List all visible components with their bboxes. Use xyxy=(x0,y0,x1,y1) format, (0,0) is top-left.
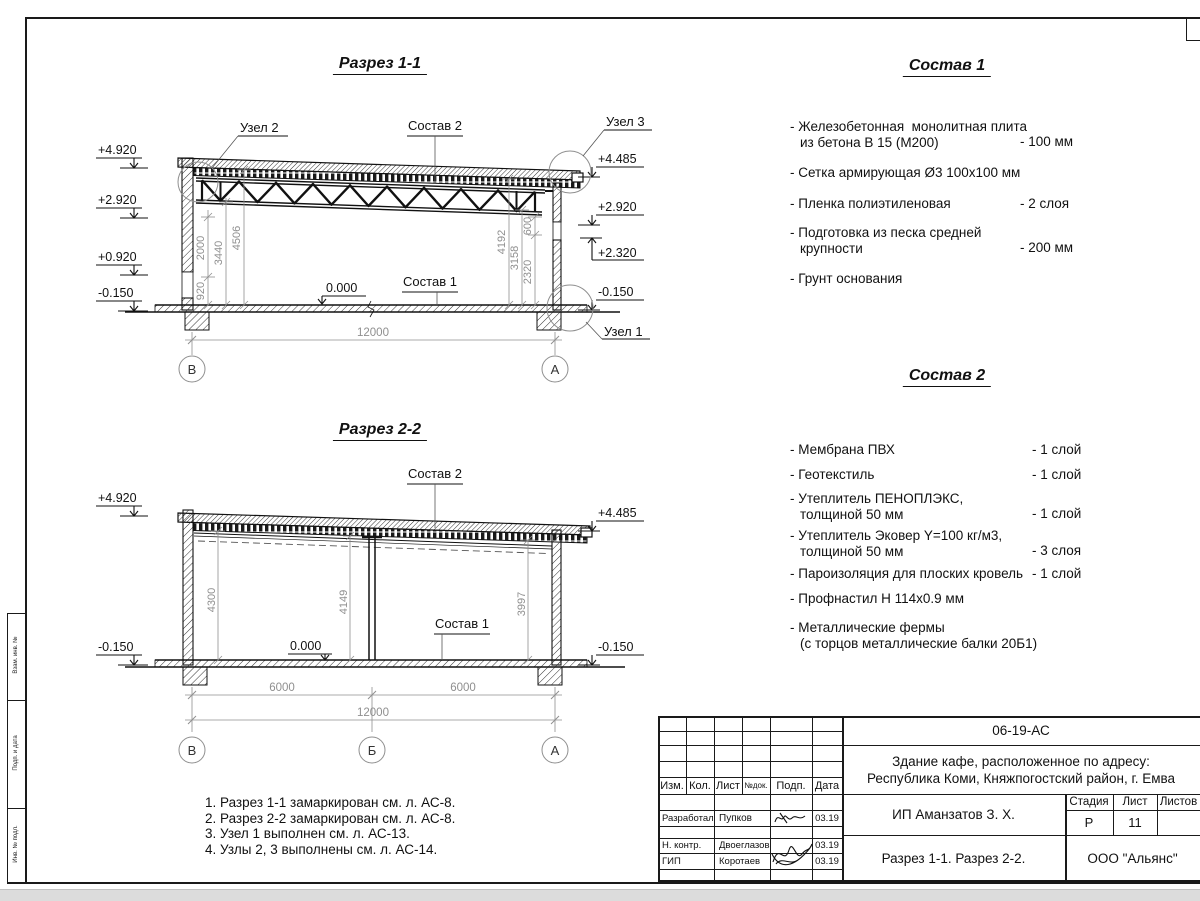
floor-slab xyxy=(125,660,625,667)
dim-4149: 4149 xyxy=(338,589,350,615)
row1-name: Пупков xyxy=(719,812,752,824)
dim-3158: 3158 xyxy=(509,245,521,271)
dim-6000-right: 6000 xyxy=(450,682,476,694)
elev-4485-right: +4.485 xyxy=(598,152,637,166)
signature-2 xyxy=(768,836,814,870)
row2-name: Двоеглазов xyxy=(719,840,770,851)
section1-drawing xyxy=(90,110,660,400)
item-value: - 100 мм xyxy=(1020,134,1074,149)
elev-2320-right: +2.320 xyxy=(598,246,637,260)
sheet-number: 11 xyxy=(1128,815,1142,830)
row1-date: 03.19 xyxy=(815,812,839,824)
elev-4920-left: +4.920 xyxy=(98,143,137,157)
elev-minus0150-right: -0.150 xyxy=(598,640,634,654)
col-header-doc: №док. xyxy=(744,781,768,790)
sheets-header: Листов xyxy=(1159,796,1198,808)
item-value: - 3 слоя xyxy=(1032,543,1082,558)
sheet-header: Лист xyxy=(1122,796,1148,808)
list-item xyxy=(790,467,1110,483)
dim-12000: 12000 xyxy=(357,327,389,339)
section2-title: Разрез 2-2 xyxy=(333,421,427,441)
section1-bottom-dim xyxy=(179,327,568,382)
object-line2: Республика Коми, Княжпогостский район, г. Емва xyxy=(866,770,1176,786)
item-text: толщиной 50 мм xyxy=(800,543,904,559)
composition2-callout: Состав 2 xyxy=(408,118,462,133)
axis-letter-B: В xyxy=(187,743,197,758)
item-text: - Железобетонная монолитная плита xyxy=(790,119,1028,134)
composition1-title: Состав 1 xyxy=(903,57,991,77)
elev-4485-right: +4.485 xyxy=(598,506,637,520)
object-description xyxy=(842,745,1200,794)
section1-elevation-texts-right xyxy=(598,152,637,299)
elev-2920-right: +2.920 xyxy=(598,200,637,214)
list-item xyxy=(790,119,1110,150)
col-header-podp: Подп. xyxy=(776,779,806,792)
dim-920: 920 xyxy=(195,281,207,301)
list-item xyxy=(790,491,1110,522)
item-text: - Мембрана ПВХ xyxy=(790,442,895,457)
zero-level-text: 0.000 xyxy=(326,281,358,295)
dim-12000: 12000 xyxy=(357,707,389,719)
frame-top xyxy=(25,17,1200,19)
section2-zero-mark xyxy=(288,639,332,660)
item-text: - Металлические фермы xyxy=(790,620,945,635)
item-text: - Утеплитель ПЕНОПЛЭКС, xyxy=(790,491,964,506)
foundation-right xyxy=(538,667,562,685)
dim-4506: 4506 xyxy=(231,225,243,251)
stage-header: Стадия xyxy=(1069,796,1109,808)
item-text: - Подготовка из песка средней xyxy=(790,225,982,240)
frame-bottom xyxy=(7,882,1200,884)
list-item xyxy=(790,442,1110,458)
side-stamp-label-1: Взам. инв. № xyxy=(13,636,19,674)
col-header-izm: Изм. xyxy=(660,779,684,792)
side-stamp-label-2: Подп. и дата xyxy=(13,735,19,771)
item-text: - Геотекстиль xyxy=(790,467,875,482)
section2-dim-labels xyxy=(206,588,528,616)
section1-title: Разрез 1-1 xyxy=(333,55,427,75)
detail-label-1: Узел 1 xyxy=(604,324,643,339)
middle-column xyxy=(362,537,382,660)
elev-minus0150-left: -0.150 xyxy=(98,640,134,654)
item-text: - Грунт основания xyxy=(790,271,903,286)
col-header-list: Лист xyxy=(716,779,740,792)
foundation-left xyxy=(185,312,209,330)
item-value: - 1 слой xyxy=(1032,467,1082,482)
detail-label-3: Узел 3 xyxy=(606,114,645,129)
dim-4192: 4192 xyxy=(496,229,508,255)
frame-corner-top-right-v xyxy=(1186,17,1187,40)
row2-date: 03.19 xyxy=(815,840,839,851)
item-text: (с торцов металлические балки 20Б1) xyxy=(800,635,1038,651)
col-header-data: Дата xyxy=(814,779,840,792)
item-value: - 1 слой xyxy=(1032,442,1082,457)
section1-dim-labels xyxy=(195,217,534,300)
scan-edge-strip xyxy=(0,889,1200,901)
frame-corner-top-right-h xyxy=(1186,40,1200,41)
note-line: 3. Узел 1 выполнен см. л. АС-13. xyxy=(205,826,410,841)
item-value: - 1 слой xyxy=(1032,506,1082,521)
note-line: 4. Узлы 2, 3 выполнены см. л. АС-14. xyxy=(205,841,438,857)
item-text: - Пароизоляция для плоских кровель xyxy=(790,566,1024,581)
foundation-left xyxy=(183,667,207,685)
axis-letter-A: А xyxy=(550,743,560,758)
row2-role: Н. контр. xyxy=(662,840,702,851)
composition2-title: Состав 2 xyxy=(903,367,991,387)
item-value: - 200 мм xyxy=(1020,240,1074,255)
axis-letter-B: В xyxy=(187,362,197,377)
sheet-content: Разрез 1-1. Разрез 2-2. xyxy=(881,850,1026,866)
section2-bottom-dims xyxy=(179,682,568,763)
dim-600: 600 xyxy=(522,216,534,236)
notes-block xyxy=(205,795,455,857)
section1-zero-mark xyxy=(318,281,366,304)
item-text: - Пленка полиэтиленовая xyxy=(790,196,951,211)
item-text: крупности xyxy=(800,240,863,256)
elev-minus0150-left: -0.150 xyxy=(98,286,134,300)
list-item xyxy=(790,165,1110,181)
dim-6000-left: 6000 xyxy=(269,682,295,694)
client-name: ИП Аманзатов З. Х. xyxy=(892,807,1015,822)
elev-0920-left: +0.920 xyxy=(98,250,137,264)
document-code: 06-19-АС xyxy=(992,723,1050,738)
dim-2000: 2000 xyxy=(195,235,207,261)
note-line: 1. Разрез 1-1 замаркирован см. л. АС-8. xyxy=(205,795,456,810)
item-value: - 2 слоя xyxy=(1020,196,1070,211)
list-item xyxy=(790,271,1110,287)
composition1-callout: Состав 1 xyxy=(403,274,457,289)
row3-role: ГИП xyxy=(662,855,681,867)
list-item xyxy=(790,620,1110,651)
col-header-kol: Кол. xyxy=(689,779,711,792)
wall-left xyxy=(182,158,193,310)
dim-2320: 2320 xyxy=(522,259,534,285)
axis-letter-A: А xyxy=(550,362,560,377)
elev-minus0150-right: -0.150 xyxy=(598,285,634,299)
elev-4920-left: +4.920 xyxy=(98,491,137,505)
row3-name: Коротаев xyxy=(719,855,761,867)
signature-1 xyxy=(771,810,811,826)
item-text: - Сетка армирующая Ø3 100х100 мм xyxy=(790,165,1021,180)
list-item xyxy=(790,225,1110,256)
wall-right xyxy=(552,530,561,665)
dim-3997: 3997 xyxy=(516,591,528,617)
list-item xyxy=(790,196,1110,212)
side-stamp-outer xyxy=(7,613,8,883)
list-item xyxy=(790,566,1110,582)
axis-letter-Bb: Б xyxy=(367,743,377,758)
composition2-callout: Состав 2 xyxy=(408,466,462,481)
row3-date: 03.19 xyxy=(815,855,839,867)
side-stamp-label-3: Инв. № подл. xyxy=(13,825,19,863)
item-text: толщиной 50 мм xyxy=(800,506,904,522)
item-text: - Утеплитель Эковер Y=100 кг/м3, xyxy=(790,528,1003,543)
detail-label-2: Узел 2 xyxy=(240,120,279,135)
section2-drawing xyxy=(90,460,660,780)
dim-4300: 4300 xyxy=(206,587,218,613)
organization-name: ООО "Альянс" xyxy=(1087,850,1178,866)
item-value: - 1 слой xyxy=(1032,566,1082,581)
elev-2920-left: +2.920 xyxy=(98,193,137,207)
stage-value: Р xyxy=(1084,815,1094,830)
frame-left xyxy=(25,17,27,883)
note-line: 2. Разрез 2-2 замаркирован см. л. АС-8. xyxy=(205,810,456,826)
item-text: из бетона В 15 (М200) xyxy=(800,134,939,150)
wall-left xyxy=(183,510,193,665)
dim-3440: 3440 xyxy=(213,240,225,266)
item-text: - Профнастил Н 114х0.9 мм xyxy=(790,591,964,606)
section2-callouts xyxy=(407,466,490,660)
list-item xyxy=(790,528,1110,559)
roof-slab xyxy=(178,158,583,188)
zero-level-text: 0.000 xyxy=(290,639,322,653)
section1-elevation-texts-left xyxy=(98,143,137,300)
list-item xyxy=(790,591,1110,607)
row1-role: Разработал xyxy=(662,812,714,824)
object-line1: Здание кафе, расположенное по адресу: xyxy=(892,753,1150,769)
composition1-callout: Состав 1 xyxy=(435,616,489,631)
side-stamp-line2 xyxy=(7,700,25,701)
section2-dimensions xyxy=(211,527,535,664)
